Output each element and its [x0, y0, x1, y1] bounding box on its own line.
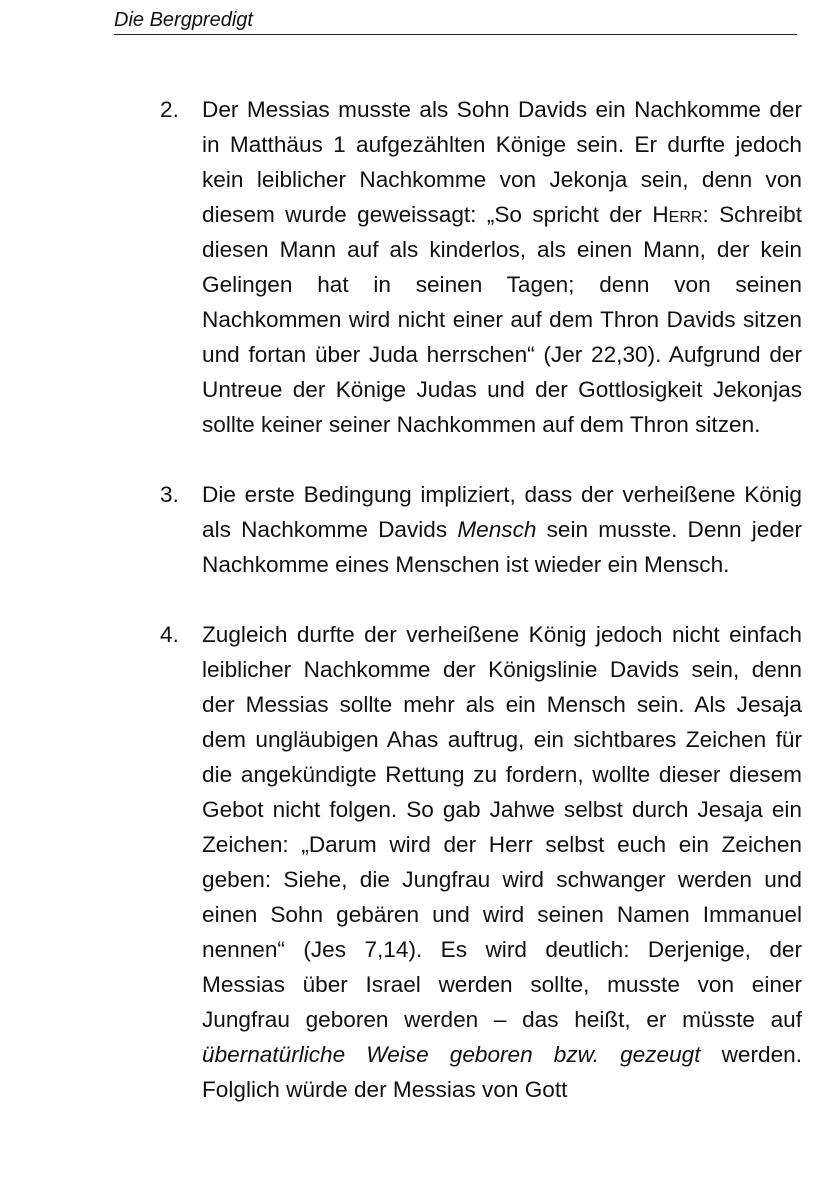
small-caps-text: Herr [652, 202, 703, 227]
text-run: : Schreibt diesen Mann auf als kinderlos, als einen Mann, der kein Gelingen hat in seinen Tagen; denn von seinen Nachkommen wird nicht einer auf dem Thron Davids sitzen und fortan über Juda herrschen“ (Jer 22,30). Aufgrund der Untreue der Könige Judas und der Gottlosigkeit Jekonjas sollte keiner seiner Nachkommen auf dem Thron sitzen. [202, 202, 802, 437]
running-head [114, 6, 797, 35]
list-item [160, 477, 802, 582]
item-number: 4. [160, 622, 179, 647]
text-run: Die erste Bedingung impliziert, dass der verheißene König als Nachkomme Davids [202, 482, 802, 542]
running-title: Die Bergpredigt [114, 9, 253, 31]
list-item [160, 617, 802, 1107]
item-number: 3. [160, 482, 179, 507]
item-text [202, 617, 802, 1107]
item-number: 2. [160, 97, 179, 122]
text-run: Der Messias musste als Sohn Davids ein Nachkomme der in Matthäus 1 aufgezählten Könige sein. Er durfte jedoch kein leiblicher Nachkomme von Jekonja sein, denn von diesem wurde geweissagt: „So spricht der [202, 97, 802, 227]
emphasis-text: Mensch [457, 517, 537, 542]
item-text [202, 477, 802, 582]
text-run: werden. Folglich würde der Messias von Gott [202, 1042, 802, 1102]
emphasis-text: übernatürliche Weise geboren bzw. gezeugt [202, 1042, 701, 1067]
page-content [160, 92, 802, 1142]
text-run: Zugleich durfte der verheißene König jedoch nicht einfach leiblicher Nachkomme der Königslinie Davids sein, denn der Messias sollte mehr als ein Mensch sein. Als Jesaja dem ungläubigen Ahas auftrug, ein sichtbares Zeichen für die angekündigte Rettung zu fordern, wollte dieser diesem Gebot nicht folgen. So gab Jahwe selbst durch Jesaja ein Zeichen: „Darum wird der Herr selbst euch ein Zeichen geben: Siehe, die Jungfrau wird schwanger werden und einen Sohn gebären und wird seinen Namen Immanuel nennen“ (Jes 7,14). Es wird deutlich: Derjenige, der Messias über Israel werden sollte, musste von einer Jungfrau geboren werden – das heißt, er müsste auf [202, 622, 802, 1032]
text-run: sein musste. Denn jeder Nachkomme eines Menschen ist wieder ein Mensch. [202, 517, 802, 577]
item-text [202, 92, 802, 442]
list-item [160, 92, 802, 442]
